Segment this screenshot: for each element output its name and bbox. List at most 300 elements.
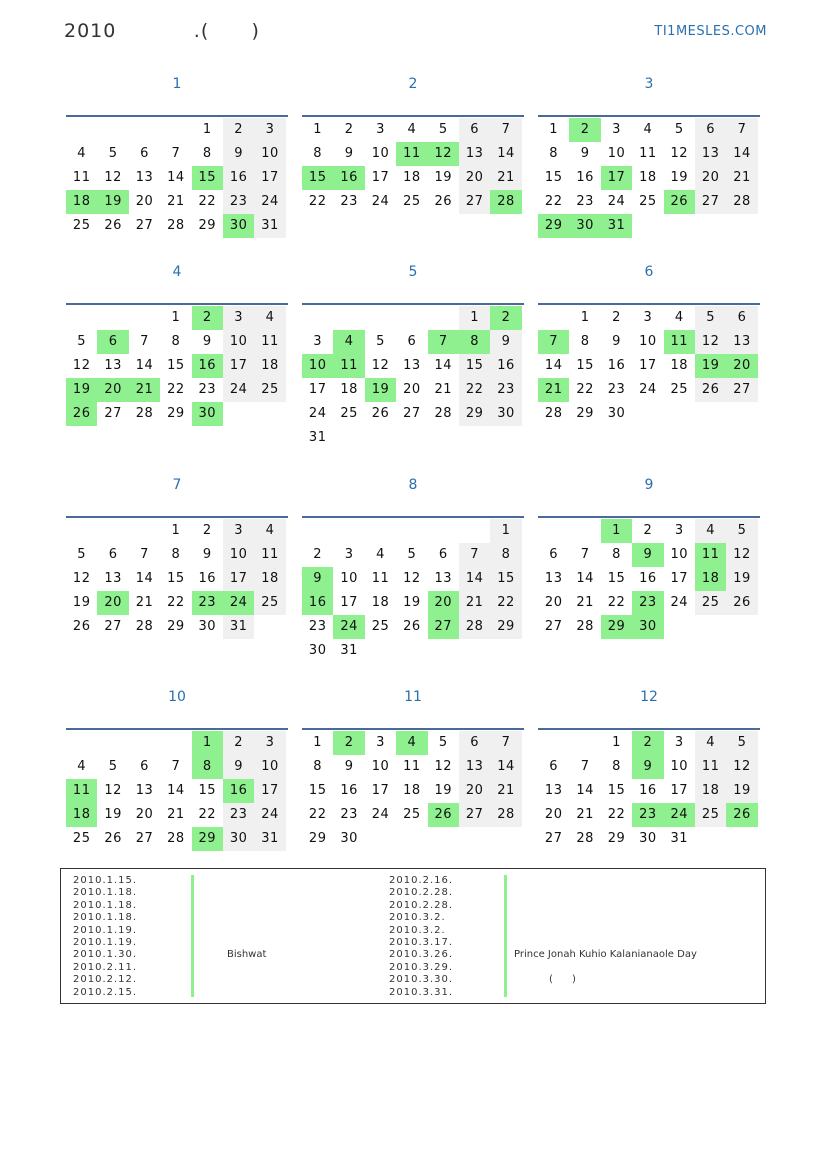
day-cell: [726, 402, 757, 426]
day-cell: 29: [459, 402, 490, 426]
day-cell: 19: [434, 170, 453, 185]
day-cell: 5: [77, 547, 87, 562]
day-cell: 23: [223, 803, 254, 827]
day-cell: [66, 731, 97, 755]
day-cell: [569, 519, 600, 543]
day-cell: [129, 731, 160, 755]
day-cell: 24: [308, 406, 327, 421]
day-cell: 4: [77, 759, 87, 774]
day-cell: 11: [695, 543, 726, 567]
day-cell: 29: [601, 615, 632, 639]
day-cell: 4: [396, 731, 427, 755]
day-cell: 20: [459, 166, 490, 190]
day-cell: 10: [607, 146, 626, 161]
day-cell: 26: [66, 402, 97, 426]
day-cell: 21: [576, 595, 594, 610]
day-cell: 13: [459, 755, 490, 779]
day-cell: 29: [198, 218, 217, 233]
day-cell: 19: [434, 783, 453, 798]
day-cell: 2: [333, 731, 364, 755]
day-cell: 17: [670, 571, 689, 586]
day-cell: 22: [308, 807, 327, 822]
month-grid: [538, 118, 760, 238]
day-cell: 22: [490, 591, 521, 615]
day-cell: 12: [72, 358, 91, 373]
month-rule: [538, 516, 760, 518]
day-cell: 10: [302, 354, 333, 378]
day-cell: 27: [135, 831, 154, 846]
holiday-dates-left: 2010.1.15. 2010.1.18. 2010.1.18. 2010.1.18. 2010.1.19. 2010.1.19. 2010.1.30. 2010.2.11. 2010.2.12. 2010.2.15.: [73, 875, 138, 998]
month-grid: [66, 118, 288, 238]
day-cell: 21: [576, 807, 594, 822]
day-cell: 6: [140, 146, 149, 161]
month-label: 7: [172, 477, 182, 493]
day-cell: 26: [726, 591, 757, 615]
day-cell: 11: [254, 543, 285, 567]
day-cell: 21: [167, 807, 185, 822]
day-cell: 10: [223, 330, 254, 354]
day-cell: 13: [544, 571, 563, 586]
day-cell: 26: [664, 190, 695, 214]
month-grid: [302, 519, 524, 663]
day-cell: 19: [72, 595, 91, 610]
day-cell: 3: [223, 306, 254, 330]
day-cell: 16: [302, 591, 333, 615]
day-cell: [97, 306, 128, 330]
day-cell: 5: [108, 146, 118, 161]
day-cell: 21: [459, 591, 490, 615]
day-cell: 8: [612, 547, 621, 562]
day-cell: 3: [313, 334, 323, 349]
day-cell: 1: [612, 735, 621, 750]
day-cell: 18: [340, 382, 358, 397]
day-cell: [66, 118, 97, 142]
day-cell: 11: [66, 779, 97, 803]
day-cell: [664, 402, 695, 426]
day-cell: 2: [223, 731, 254, 755]
day-cell: [66, 306, 97, 330]
day-cell: 20: [695, 166, 726, 190]
day-cell: 27: [403, 406, 421, 421]
day-cell: 20: [135, 194, 154, 209]
day-cell: [396, 426, 427, 450]
day-cell: 22: [459, 378, 490, 402]
day-cell: 14: [576, 571, 594, 586]
day-cell: 20: [403, 382, 421, 397]
day-cell: 14: [135, 358, 154, 373]
day-cell: 14: [459, 567, 490, 591]
day-cell: 1: [171, 310, 181, 325]
day-cell: 24: [223, 591, 254, 615]
day-cell: 8: [313, 759, 323, 774]
day-cell: 1: [192, 731, 223, 755]
day-cell: 16: [639, 783, 657, 798]
day-cell: 3: [674, 523, 684, 538]
day-cell: 7: [490, 731, 521, 755]
day-cell: [632, 402, 663, 426]
day-cell: 12: [670, 146, 689, 161]
day-cell: 11: [396, 142, 427, 166]
day-cell: 7: [140, 547, 149, 562]
day-cell: 25: [340, 406, 358, 421]
day-cell: [538, 731, 569, 755]
day-cell: 1: [202, 122, 212, 137]
day-cell: [302, 306, 333, 330]
day-cell: [365, 426, 396, 450]
day-cell: 11: [639, 146, 657, 161]
day-cell: 31: [254, 827, 285, 851]
day-cell: 5: [726, 731, 757, 755]
day-cell: 11: [254, 330, 285, 354]
day-cell: 9: [632, 755, 663, 779]
month-label: 12: [640, 689, 658, 705]
day-cell: [365, 519, 396, 543]
day-cell: [254, 402, 285, 426]
day-cell: 16: [576, 170, 594, 185]
brand-part-d: .COM: [730, 24, 767, 39]
day-cell: 22: [607, 807, 626, 822]
day-cell: 18: [254, 567, 285, 591]
day-cell: 25: [254, 591, 285, 615]
day-cell: 27: [695, 190, 726, 214]
day-cell: 6: [140, 759, 149, 774]
day-cell: 7: [538, 330, 569, 354]
day-cell: [97, 731, 128, 755]
day-cell: 17: [670, 783, 689, 798]
day-cell: 4: [695, 731, 726, 755]
day-cell: 8: [171, 334, 181, 349]
day-cell: 11: [371, 571, 390, 586]
day-cell: 11: [403, 759, 421, 774]
holiday-dates-right: 2010.2.16. 2010.2.28. 2010.2.28. 2010.3.2. 2010.3.2. 2010.3.17. 2010.3.26. 2010.3.29. 2010.3.30. 2010.3.31.: [389, 875, 454, 998]
day-cell: 18: [371, 595, 390, 610]
day-cell: [129, 519, 160, 543]
day-cell: 17: [223, 354, 254, 378]
day-cell: 27: [135, 218, 154, 233]
brand-part-b: 1: [667, 24, 676, 39]
day-cell: 12: [72, 571, 91, 586]
day-cell: 20: [459, 779, 490, 803]
day-cell: 8: [580, 334, 590, 349]
day-cell: 4: [407, 122, 417, 137]
day-cell: 17: [371, 783, 390, 798]
day-cell: 27: [428, 615, 459, 639]
day-cell: 9: [612, 334, 621, 349]
day-cell: 10: [340, 571, 358, 586]
day-cell: 27: [544, 831, 563, 846]
day-cell: 12: [726, 755, 757, 779]
day-cell: 21: [726, 166, 757, 190]
day-cell: 22: [607, 595, 626, 610]
day-cell: 25: [72, 218, 91, 233]
holiday-paren-right: ( ): [549, 974, 576, 985]
day-cell: 28: [459, 615, 490, 639]
day-cell: 3: [254, 731, 285, 755]
day-cell: 16: [333, 166, 364, 190]
day-cell: 14: [490, 142, 521, 166]
day-cell: 11: [695, 755, 726, 779]
day-cell: 9: [490, 330, 521, 354]
day-cell: [569, 731, 600, 755]
day-cell: 7: [580, 759, 590, 774]
day-cell: 25: [670, 382, 689, 397]
day-cell: 5: [695, 306, 726, 330]
day-cell: 31: [340, 643, 358, 658]
month-rule: [538, 728, 760, 730]
day-cell: 23: [340, 194, 358, 209]
holiday-marker-left: [191, 875, 194, 997]
day-cell: [396, 306, 427, 330]
brand-part-a: TI: [654, 24, 668, 39]
day-cell: [726, 214, 757, 238]
day-cell: 15: [607, 783, 626, 798]
day-cell: 24: [254, 190, 285, 214]
day-cell: [160, 731, 191, 755]
day-cell: 27: [104, 406, 122, 421]
day-cell: 13: [695, 142, 726, 166]
month-block: [66, 683, 288, 851]
day-cell: 25: [695, 591, 726, 615]
day-cell: 2: [490, 306, 521, 330]
day-cell: 14: [726, 142, 757, 166]
day-cell: 23: [192, 591, 223, 615]
day-cell: 30: [198, 619, 217, 634]
day-cell: [490, 827, 521, 851]
day-cell: 30: [607, 406, 626, 421]
month-grid: [66, 306, 288, 426]
day-cell: 13: [403, 358, 421, 373]
month-label: 4: [172, 264, 182, 280]
day-cell: [223, 402, 254, 426]
day-cell: 5: [438, 735, 448, 750]
day-cell: 17: [601, 166, 632, 190]
day-cell: 26: [72, 619, 91, 634]
day-cell: 31: [223, 615, 254, 639]
day-cell: 26: [434, 194, 453, 209]
month-rule: [538, 303, 760, 305]
month-label: 1: [172, 76, 182, 92]
day-cell: 4: [695, 519, 726, 543]
day-cell: 10: [371, 759, 390, 774]
day-cell: [538, 306, 569, 330]
day-cell: 21: [490, 779, 521, 803]
day-cell: 6: [97, 330, 128, 354]
day-cell: 26: [726, 803, 757, 827]
day-cell: 22: [308, 194, 327, 209]
day-cell: 20: [97, 378, 128, 402]
month-label: 8: [408, 477, 418, 493]
day-cell: 8: [171, 547, 181, 562]
day-cell: [428, 426, 459, 450]
day-cell: 29: [607, 831, 626, 846]
day-cell: 16: [340, 783, 358, 798]
day-cell: 11: [333, 354, 364, 378]
day-cell: 13: [135, 170, 154, 185]
day-cell: 16: [223, 166, 254, 190]
day-cell: 9: [223, 755, 254, 779]
day-cell: 16: [639, 571, 657, 586]
day-cell: 2: [612, 310, 621, 325]
day-cell: 17: [308, 382, 327, 397]
day-cell: 2: [202, 523, 212, 538]
day-cell: 7: [490, 118, 521, 142]
day-cell: 9: [202, 334, 212, 349]
day-cell: 6: [695, 118, 726, 142]
day-cell: 9: [344, 146, 354, 161]
day-cell: 24: [607, 194, 626, 209]
day-cell: 18: [670, 358, 689, 373]
day-cell: 7: [459, 543, 490, 567]
day-cell: 13: [104, 571, 122, 586]
day-cell: 24: [639, 382, 657, 397]
month-block: [66, 70, 288, 238]
month-rule: [66, 115, 288, 117]
month-grid: [302, 731, 524, 851]
day-cell: 11: [664, 330, 695, 354]
day-cell: 27: [544, 619, 563, 634]
day-cell: 28: [726, 190, 757, 214]
day-cell: 11: [72, 170, 91, 185]
day-cell: 10: [670, 547, 689, 562]
day-cell: 15: [544, 170, 563, 185]
month-block: [538, 70, 760, 238]
day-cell: 10: [639, 334, 657, 349]
day-cell: [664, 214, 695, 238]
month-grid: [302, 118, 524, 214]
month-block: [538, 471, 760, 639]
day-cell: 1: [459, 306, 490, 330]
day-cell: 16: [607, 358, 626, 373]
day-cell: 4: [376, 547, 385, 562]
month-block: [66, 471, 288, 639]
day-cell: 29: [167, 406, 185, 421]
day-cell: 29: [576, 406, 594, 421]
day-cell: 31: [601, 214, 632, 238]
day-cell: 1: [313, 122, 323, 137]
day-cell: [459, 639, 490, 663]
day-cell: 31: [254, 214, 285, 238]
month-label: 10: [168, 689, 186, 705]
day-cell: 23: [576, 194, 594, 209]
day-cell: 26: [695, 378, 726, 402]
day-cell: 10: [670, 759, 689, 774]
brand-logo[interactable]: [654, 24, 767, 39]
day-cell: 7: [726, 118, 757, 142]
day-cell: 29: [490, 615, 521, 639]
day-cell: 24: [223, 378, 254, 402]
month-block: [66, 258, 288, 426]
day-cell: 27: [459, 190, 490, 214]
day-cell: 22: [544, 194, 563, 209]
day-cell: 5: [674, 122, 684, 137]
day-cell: 23: [223, 190, 254, 214]
day-cell: 17: [639, 358, 657, 373]
day-cell: 12: [104, 170, 122, 185]
day-cell: 9: [202, 547, 212, 562]
day-cell: [396, 639, 427, 663]
day-cell: 25: [403, 807, 421, 822]
day-cell: [302, 519, 333, 543]
day-cell: [726, 615, 757, 639]
day-cell: 5: [376, 334, 385, 349]
day-cell: [365, 827, 396, 851]
day-cell: 21: [135, 595, 154, 610]
day-cell: 14: [490, 755, 521, 779]
day-cell: 14: [167, 170, 185, 185]
day-cell: [97, 118, 128, 142]
day-cell: 21: [129, 378, 160, 402]
day-cell: 16: [490, 354, 521, 378]
day-cell: 10: [254, 142, 285, 166]
page-title: 2010 .( ): [64, 20, 260, 42]
day-cell: [160, 118, 191, 142]
day-cell: 20: [97, 591, 128, 615]
day-cell: 23: [198, 382, 217, 397]
day-cell: 14: [434, 358, 453, 373]
day-cell: 6: [549, 759, 559, 774]
day-cell: [129, 306, 160, 330]
day-cell: 8: [612, 759, 621, 774]
day-cell: 7: [171, 759, 181, 774]
day-cell: 7: [171, 146, 181, 161]
day-cell: 7: [580, 547, 590, 562]
day-cell: [129, 118, 160, 142]
day-cell: 1: [490, 519, 521, 543]
day-cell: 19: [365, 378, 396, 402]
month-rule: [302, 303, 524, 305]
day-cell: 19: [97, 190, 128, 214]
day-cell: 12: [371, 358, 390, 373]
day-cell: 1: [171, 523, 181, 538]
day-cell: 4: [643, 122, 653, 137]
day-cell: 2: [223, 118, 254, 142]
day-cell: 22: [576, 382, 594, 397]
day-cell: 13: [459, 142, 490, 166]
day-cell: 30: [490, 402, 521, 426]
day-cell: 30: [639, 831, 657, 846]
month-block: [302, 258, 524, 450]
day-cell: 23: [607, 382, 626, 397]
month-rule: [302, 516, 524, 518]
day-cell: 18: [254, 354, 285, 378]
day-cell: 26: [104, 831, 122, 846]
day-cell: 8: [202, 146, 212, 161]
day-cell: 16: [198, 571, 217, 586]
day-cell: 8: [192, 755, 223, 779]
day-cell: 4: [674, 310, 684, 325]
day-cell: 15: [607, 571, 626, 586]
holiday-name-left: Bishwat: [227, 949, 267, 960]
day-cell: 17: [223, 567, 254, 591]
day-cell: 22: [198, 194, 217, 209]
day-cell: 6: [726, 306, 757, 330]
day-cell: 19: [670, 170, 689, 185]
day-cell: 25: [254, 378, 285, 402]
day-cell: 10: [223, 543, 254, 567]
day-cell: 5: [438, 122, 448, 137]
day-cell: 18: [403, 783, 421, 798]
day-cell: 19: [695, 354, 726, 378]
month-label: 2: [408, 76, 418, 92]
day-cell: 1: [601, 519, 632, 543]
day-cell: 29: [167, 619, 185, 634]
day-cell: 28: [576, 831, 594, 846]
day-cell: 15: [490, 567, 521, 591]
day-cell: 18: [695, 779, 726, 803]
month-rule: [302, 728, 524, 730]
day-cell: 4: [77, 146, 87, 161]
day-cell: 30: [308, 643, 327, 658]
